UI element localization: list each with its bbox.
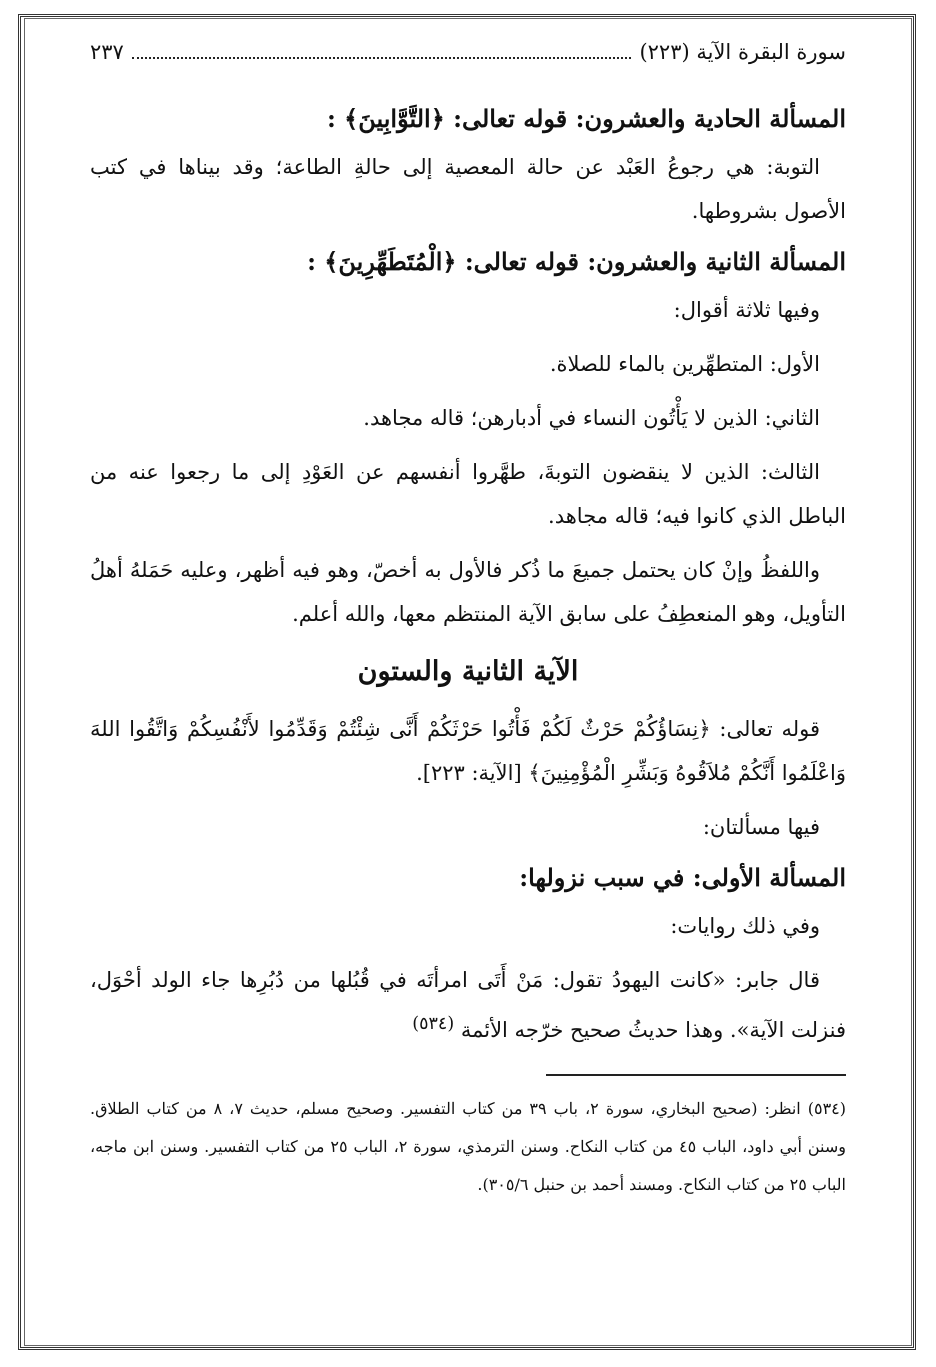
- conclusion-paragraph: واللفظُ وإنْ كان يحتمل جميعَ ما ذُكر فالأول به أخصّ، وهو فيه أظهر، وعليه حَمَلهُ أهلُ التأويل، وهو المنعطِفُ على سابق الآية المنتظم معها، والله أعلم.: [90, 558, 846, 626]
- page-number: ٢٣٧: [90, 40, 124, 64]
- running-header: [90, 40, 846, 64]
- verse-text: ﴿نِسَاؤُكُمْ حَرْثٌ لَكُمْ فَأْتُوا حَرْثَكُمْ أَنَّى شِئْتُمْ وَقَدِّمُوا لأَنْفُسِكُمْ وَاتَّقُوا اللهَ وَاعْلَمُوا أَنَّكُمْ مُلاَقُوهُ وَبَشِّرِ الْمُؤْمِنِينَ﴾: [90, 717, 846, 785]
- opinion-3: الثالث: الذين لا ينقضون التوبةَ، طهَّروا أنفسهم عن العَوْدِ إلى ما رجعوا عنه من الباطل الذي كانوا فيه؛ قاله مجاهد.: [90, 460, 846, 528]
- footnote-marker: (٥٣٤): [412, 1014, 455, 1034]
- verse-reference: [الآية: ٢٢٣].: [416, 761, 522, 785]
- footnote-text: (٥٣٤) انظر: (صحيح البخاري، سورة ٢، باب ٣٩ من كتاب التفسير. وصحيح مسلم، حديث ٧، ٨ من كتاب الطلاق. وسنن أبي داود، الباب ٤٥ من كتاب النكاح. وسنن الترمذي، سورة ٢، الباب ٢٥ من كتاب التفسير. وسنن ابن ماجه، الباب ٢٥ من كتاب النكاح. ومسند أحمد بن حنبل ٣٠٥/٦).: [90, 1099, 847, 1194]
- narrations-intro: وفي ذلك روايات:: [670, 914, 820, 938]
- issue-22-heading: المسألة الثانية والعشرون: قوله تعالى: ﴿الْمُتَطَهِّرِينَ﴾ :: [307, 247, 846, 276]
- two-issues-line: فيها مسألتان:: [702, 815, 820, 839]
- verse-intro: قوله تعالى:: [719, 717, 820, 741]
- issue-22-intro: وفيها ثلاثة أقوال:: [673, 298, 820, 322]
- page-content: [90, 40, 846, 1204]
- footnote-divider: [546, 1074, 846, 1076]
- opinion-1: الأول: المتطهِّرين بالماء للصلاة.: [549, 352, 820, 376]
- header-title: سورة البقرة الآية (٢٢٣): [639, 40, 846, 64]
- issue-21-heading: المسألة الحادية والعشرون: قوله تعالى: ﴿التَّوَّابِينَ﴾ :: [326, 104, 846, 133]
- jabir-text: قال جابر: «كانت اليهودُ تقول: مَنْ أَتَى امرأتَه في قُبُلها من دُبُرِها جاء الولد أحْوَل، فنزلت الآية». وهذا حديثُ صحيح خرّجه الأئمة: [90, 968, 846, 1042]
- header-dot-leader: [132, 43, 632, 59]
- issue-21-text: التوبة: هي رجوعُ العَبْد عن حالة المعصية إلى حالةِ الطاعة؛ وقد بيناها في كتب الأصول بشروطها.: [90, 155, 846, 223]
- opinion-2: الثاني: الذين لا يَأْتُون النساء في أدبارهن؛ قاله مجاهد.: [363, 406, 820, 430]
- verse-paragraph: [90, 707, 846, 795]
- issue-1-heading: المسألة الأولى: في سبب نزولها:: [519, 863, 846, 892]
- jabir-paragraph: [90, 958, 846, 1052]
- section-title: الآية الثانية والستون: [357, 656, 579, 687]
